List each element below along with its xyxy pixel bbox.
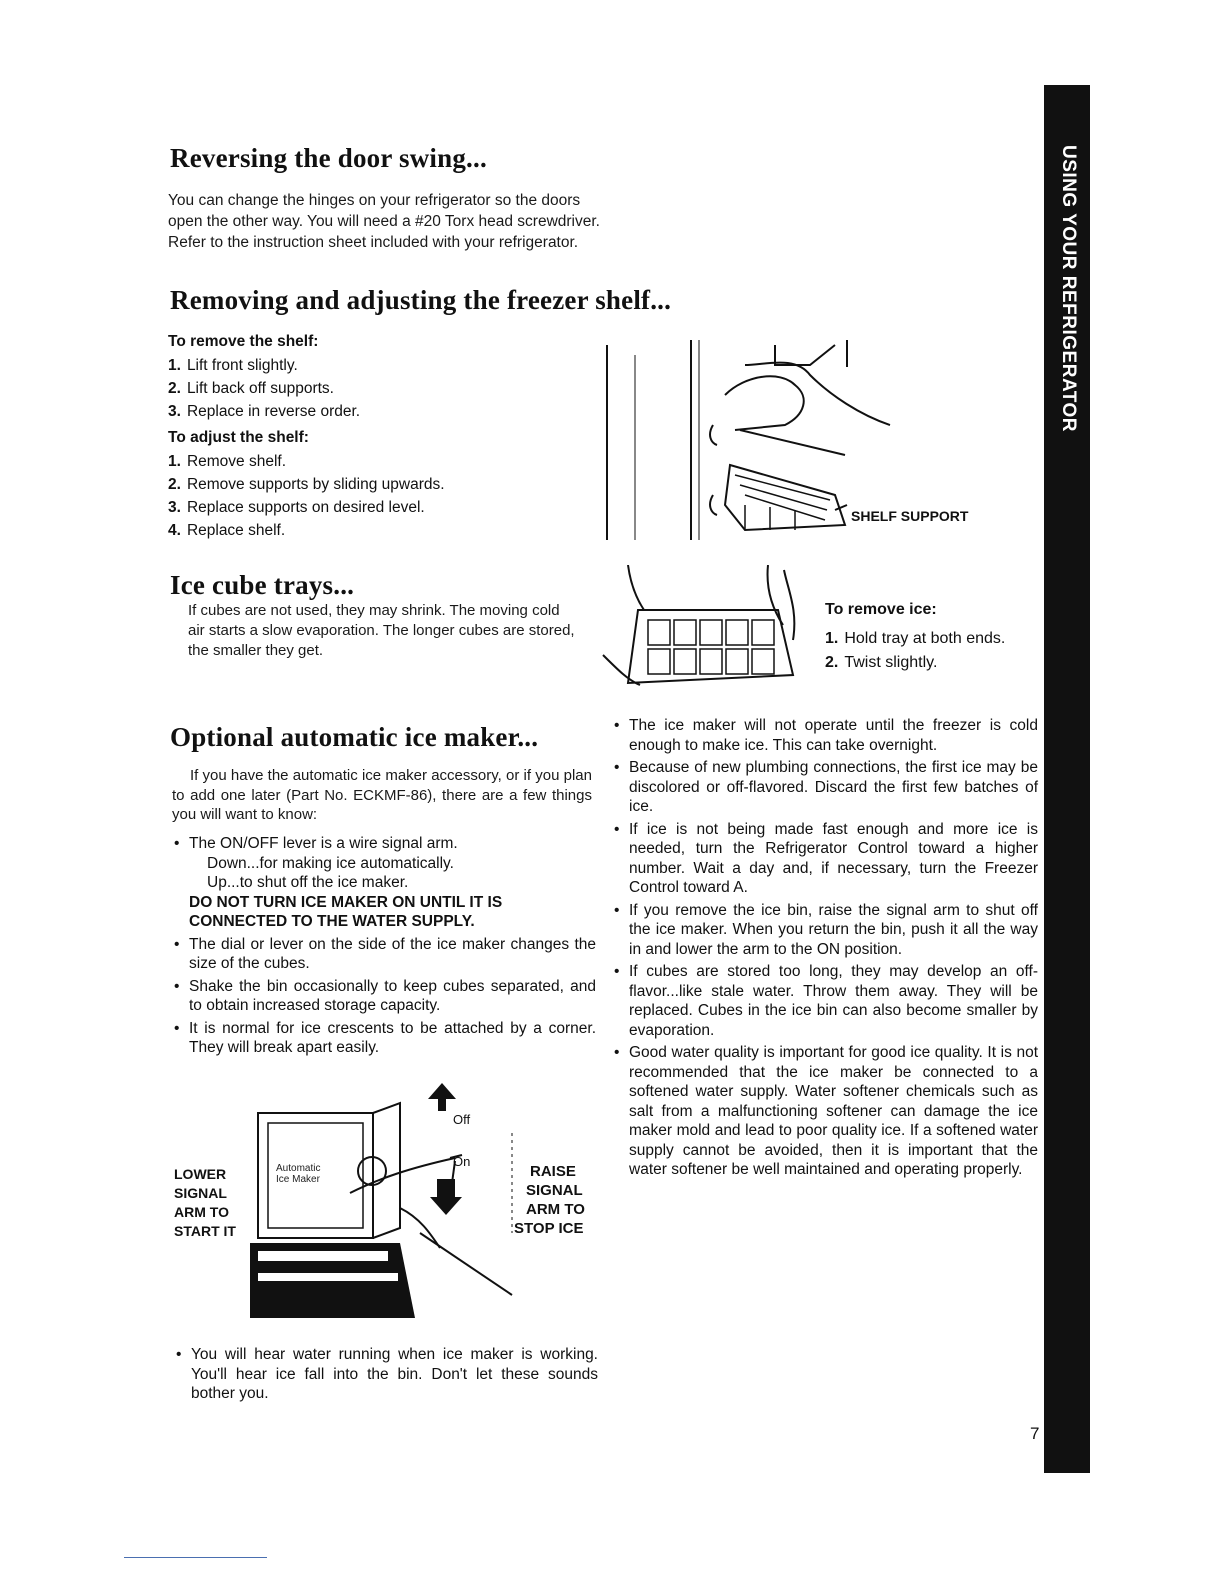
door-section-title: Reversing the door swing... [170,143,487,173]
side-tab-label: USING YOUR REFRIGERATOR [1058,145,1079,433]
list-item: • The ON/OFF lever is a wire signal arm. Down...for making ice automatically. Up...to shut off the ice maker. DO NOT TURN ICE MAKER ON UNTIL IT IS CONNECTED TO THE WATER SUPPLY. [172,834,596,932]
list-item: • If ice is not being made fast enough and more ice is needed, turn the Refrigerator Control toward a higher number. Wait a day and, if necessary, turn the Freezer Control toward A. [612,820,1038,898]
list-item: • Shake the bin occasionally to keep cubes separated, and to obtain increased storage capacity. [172,977,596,1016]
shelf-instructions [168,333,588,548]
door-section-text: You can change the hinges on your refrigerator so the doors open the other way. You will need a #20 Torx head screwdriver. Refer to the instruction sheet included with your refrigerator. [168,192,600,251]
remove-ice-heading: To remove ice: [825,601,937,618]
list-item: 3. Replace supports on desired level. [168,499,425,516]
remove-ice-instructions [825,601,1045,681]
list-item: • If you remove the ice bin, raise the signal arm to shut off the ice maker. When you return the bin, push it all the way in and lower the arm to the ON position. [612,901,1038,960]
shelf-section-title: Removing and adjusting the freezer shelf... [170,285,672,315]
ice-tray-illustration [598,565,810,705]
remove-shelf-heading: To remove the shelf: [168,333,319,350]
list-item: • Good water quality is important for good ice quality. It is not recommended that the ice maker be connected to a softened water supply. Water softener chemicals such as salt from a malfunctioning softener can damage the ice maker mold and lead to poor quality ice. If a softened water supply cannot be avoided, then it is important that the water softener be well maintained and operating properly. [612,1043,1038,1180]
list-item: 2. Lift back off supports. [168,380,334,397]
off-position-label: Off [453,1112,471,1127]
icemaker-bottom-bullet [174,1345,598,1407]
list-item: • If cubes are stored too long, they may develop an off-flavor...like stale water. Throw them away. They will be replaced. Cubes in the ice bin can also become smaller by evaporation. [612,962,1038,1040]
remove-ice-steps [825,627,1045,675]
icemaker-illustration [250,1083,520,1318]
list-item: • Because of new plumbing connections, the first ice may be discolored or off-flavored. Discard the first few batches of ice. [612,758,1038,817]
icemaker-intro: If you have the automatic ice maker accessory, or if you plan to add one later (Part No. ECKMF-86), there are a few things you will want to know: [172,767,592,823]
lower-signal-arm-label: LOWER SIGNAL ARM TO START IT [174,1166,236,1239]
list-item: 2. Twist slightly. [825,654,938,671]
raise-signal-arm-label: RAISE SIGNAL ARM TO STOP ICE [514,1163,585,1237]
list-item: • The dial or lever on the side of the ice maker changes the size of the cubes. [172,935,596,974]
up-arrow-icon [428,1083,456,1099]
icemaker-panel-label: Automatic Ice Maker [276,1163,321,1185]
side-section-tab [1044,85,1090,1473]
list-item: 1. Hold tray at both ends. [825,630,1006,647]
trays-section-title: Ice cube trays... [170,570,355,600]
down-arrow-icon [430,1179,462,1215]
icemaker-warning: DO NOT TURN ICE MAKER ON UNTIL IT IS CONNECTED TO THE WATER SUPPLY. [189,893,503,930]
list-item: • It is normal for ice crescents to be attached by a corner. They will break apart easily. [172,1019,596,1058]
adjust-shelf-steps [168,450,588,542]
icemaker-right-bullets [612,716,1038,1183]
icemaker-left-bullets [172,834,596,1061]
list-item: • The ice maker will not operate until the freezer is cold enough to make ice. This can take overnight. [612,716,1038,755]
trays-section-text: If cubes are not used, they may shrink. The moving cold air starts a slow evaporation. The longer cubes are stored, the smaller they get. [188,602,575,659]
footer-rule [124,1557,267,1558]
icemaker-section-title: Optional automatic ice maker... [170,722,539,752]
on-position-label: On [453,1154,471,1169]
shelf-support-label: SHELF SUPPORT [851,508,969,524]
list-item: 4. Replace shelf. [168,522,286,539]
page-number: 7 [1030,1424,1040,1443]
list-item: 3. Replace in reverse order. [168,403,361,420]
list-item: • You will hear water running when ice maker is working. You'll hear ice fall into the bin. Don't let these sounds bother you. [174,1345,598,1404]
list-item: 1. Remove shelf. [168,453,287,470]
list-item: 1. Lift front slightly. [168,357,298,374]
adjust-shelf-heading: To adjust the shelf: [168,429,309,446]
remove-shelf-steps [168,354,588,423]
list-item: 2. Remove supports by sliding upwards. [168,476,445,493]
